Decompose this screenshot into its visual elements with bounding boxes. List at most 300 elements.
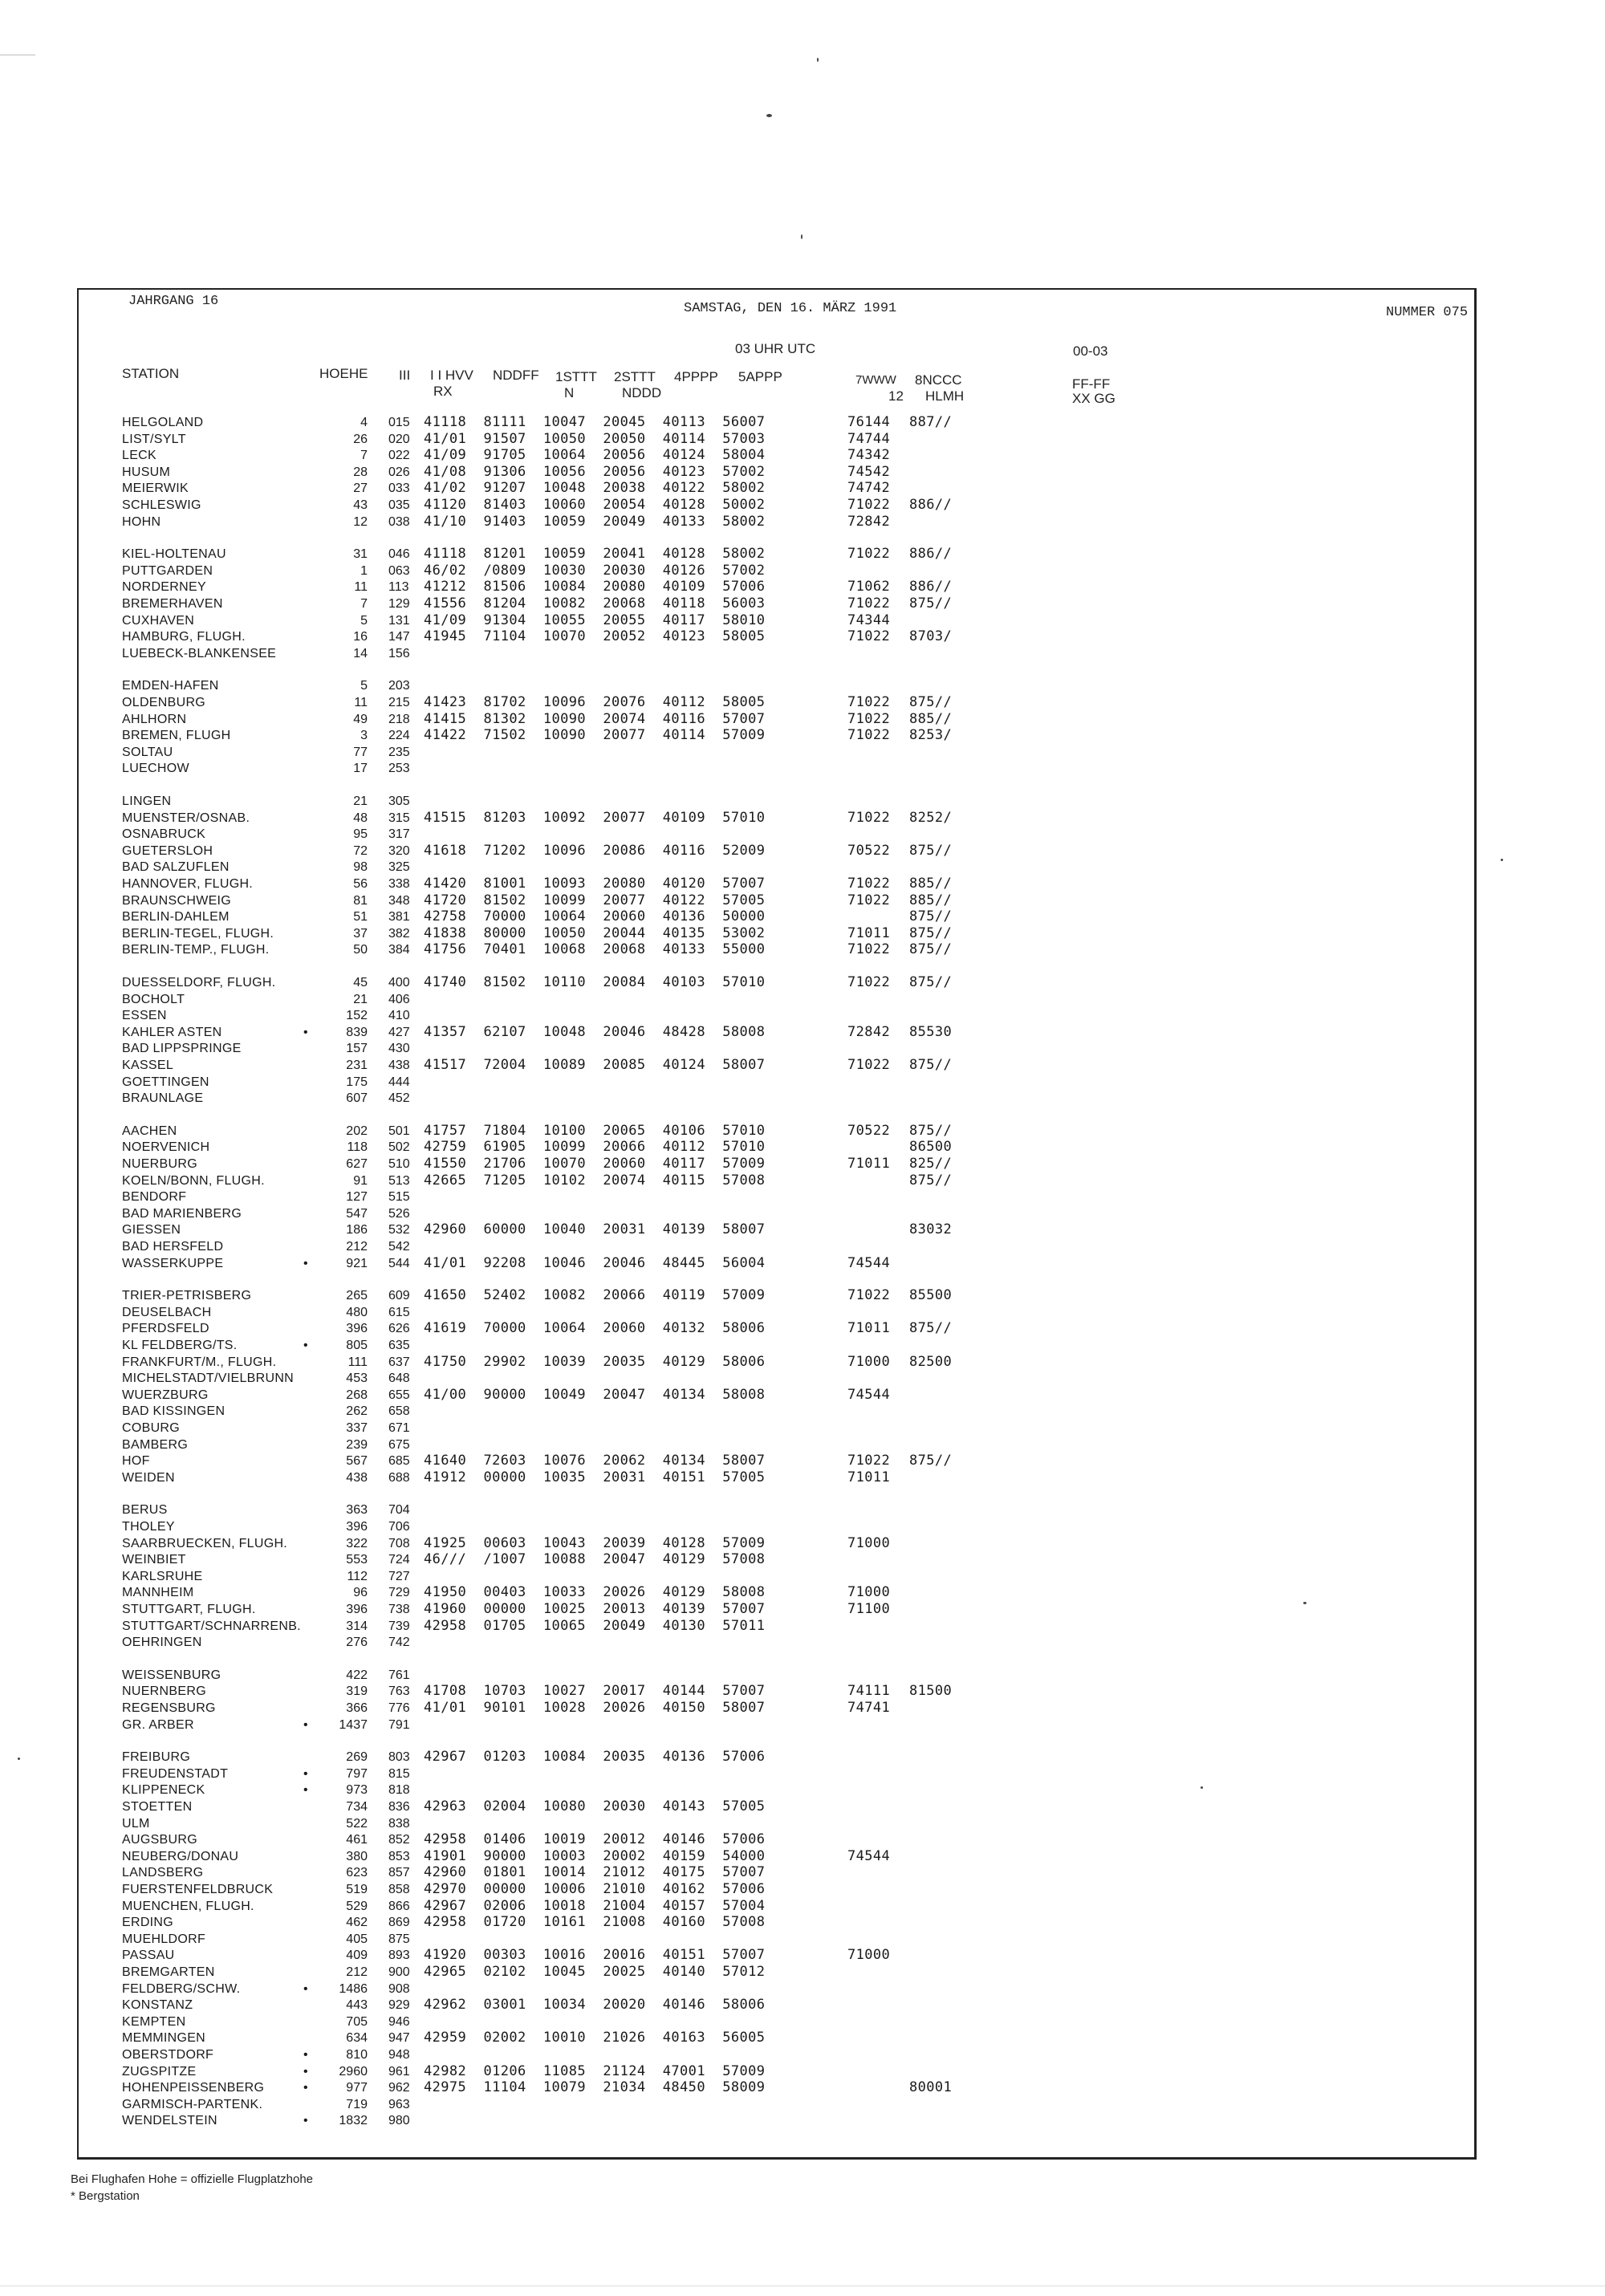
- synop-groups: 41720 81502 10099 20077 40122 57005: [424, 892, 766, 908]
- station-name: SOLTAU: [122, 746, 173, 759]
- col-ff-a: FF-FF: [1072, 376, 1111, 392]
- group-8nccc: 86500: [909, 1139, 953, 1155]
- table-row: [0, 1090, 1605, 1107]
- mountain-marker: •: [303, 1339, 308, 1352]
- station-height: 11: [354, 696, 368, 709]
- group-7wwww: 71000: [847, 1354, 891, 1370]
- group-8nccc: 8252/: [909, 810, 953, 826]
- station-index: 761: [388, 1668, 410, 1682]
- station-height: 634: [346, 2031, 368, 2045]
- group-7wwww: 70522: [847, 1123, 891, 1139]
- station-name: DEUSELBACH: [122, 1306, 212, 1319]
- station-name: BAD SALZUFLEN: [122, 860, 230, 874]
- station-name: BERLIN-DAHLEM: [122, 910, 230, 924]
- station-index: 675: [388, 1438, 410, 1452]
- scan-speck: [766, 114, 772, 117]
- station-name: KIEL-HOLTENAU: [122, 547, 226, 561]
- table-row: [0, 1667, 1605, 1684]
- scan-speck: [801, 234, 802, 239]
- station-height: 805: [346, 1339, 368, 1352]
- station-height: 48: [353, 811, 368, 825]
- scan-speck: [18, 1758, 20, 1760]
- table-row: [0, 810, 1605, 827]
- synop-groups: 41650 52402 10082 20066 40119 57009: [424, 1287, 766, 1303]
- table-row: [0, 876, 1605, 892]
- station-height: 95: [353, 827, 368, 841]
- synop-groups: 41757 71804 10100 20065 40106 57010: [424, 1123, 766, 1139]
- station-index: 658: [388, 1404, 410, 1418]
- table-row: [0, 1024, 1605, 1041]
- station-index: 962: [388, 2081, 410, 2095]
- table-row: [0, 1156, 1605, 1172]
- table-row: [0, 464, 1605, 481]
- group-8nccc: 875//: [909, 941, 953, 957]
- col-g1a: I I HVV: [430, 368, 473, 383]
- table-row: [0, 1848, 1605, 1865]
- group-7wwww: 71022: [847, 1057, 891, 1073]
- group-7wwww: 74741: [847, 1700, 891, 1716]
- station-height: 396: [346, 1520, 368, 1534]
- table-row: [0, 941, 1605, 958]
- table-row: [0, 563, 1605, 579]
- station-height: 422: [346, 1668, 368, 1682]
- table-row: [0, 1601, 1605, 1618]
- group-8nccc: 886//: [909, 546, 953, 562]
- station-index: 406: [388, 993, 410, 1006]
- station-height: 56: [353, 877, 368, 891]
- footnote-airport: Bei Flughafen Hohe = offizielle Flugplatzhohe: [71, 2172, 314, 2186]
- table-row: [0, 1700, 1605, 1717]
- col-g5: 4PPPP: [674, 369, 718, 384]
- group-8nccc: 8253/: [909, 727, 953, 743]
- group-8nccc: 875//: [909, 1453, 953, 1469]
- station-name: BRAUNLAGE: [122, 1091, 204, 1105]
- station-index: 893: [388, 1949, 410, 1962]
- station-height: 363: [346, 1503, 368, 1517]
- station-height: 7: [360, 449, 368, 462]
- station-height: 231: [346, 1059, 368, 1072]
- station-name: HOF: [122, 1454, 150, 1468]
- table-row: [0, 727, 1605, 744]
- table-row: [0, 579, 1605, 595]
- station-height: 127: [346, 1190, 368, 1204]
- station-index: 129: [388, 597, 410, 611]
- group-8nccc: 875//: [909, 595, 953, 612]
- station-height: 734: [346, 1800, 368, 1814]
- group-7wwww: 76144: [847, 414, 891, 430]
- synop-groups: 41550 21706 10070 20060 40117 57009: [424, 1156, 766, 1172]
- station-index: 727: [388, 1570, 410, 1583]
- station-height: 5: [360, 614, 368, 628]
- synop-groups: 42959 02002 10010 21026 40163 56005: [424, 2030, 766, 2046]
- synop-groups: 41750 29902 10039 20035 40129 58006: [424, 1354, 766, 1370]
- station-height: 438: [346, 1471, 368, 1485]
- station-index: 929: [388, 1998, 410, 2012]
- station-index: 513: [388, 1174, 410, 1188]
- station-name: FREIBURG: [122, 1750, 191, 1764]
- synop-groups: 41/10 91403 10059 20049 40133 58002: [424, 514, 766, 530]
- group-7wwww: 71022: [847, 694, 891, 710]
- station-height: 7: [360, 597, 368, 611]
- station-index: 706: [388, 1520, 410, 1534]
- station-name: BERLIN-TEGEL, FLUGH.: [122, 927, 274, 941]
- table-row: [0, 1766, 1605, 1782]
- col-station: STATION: [122, 366, 180, 381]
- station-name: THOLEY: [122, 1520, 175, 1534]
- table-row: [0, 1964, 1605, 1981]
- station-index: 875: [388, 1932, 410, 1946]
- station-name: KL FELDBERG/TS.: [122, 1339, 238, 1352]
- station-height: 72: [353, 844, 368, 858]
- station-index: 852: [388, 1833, 410, 1847]
- group-7wwww: 71011: [847, 1320, 891, 1336]
- station-height: 380: [346, 1850, 368, 1863]
- group-7wwww: 74544: [847, 1387, 891, 1403]
- table-row: [0, 514, 1605, 530]
- station-name: MANNHEIM: [122, 1586, 194, 1599]
- table-row: [0, 1320, 1605, 1337]
- station-index: 763: [388, 1684, 410, 1698]
- station-index: 348: [388, 894, 410, 908]
- table-row: [0, 1387, 1605, 1404]
- group-7wwww: 71022: [847, 941, 891, 957]
- table-row: [0, 694, 1605, 711]
- station-index: 215: [388, 696, 410, 709]
- table-row: [0, 1123, 1605, 1140]
- table-row: [0, 1007, 1605, 1024]
- station-index: 671: [388, 1421, 410, 1435]
- station-name: MUEHLDORF: [122, 1932, 206, 1946]
- table-row: [0, 2014, 1605, 2030]
- table-row: [0, 1997, 1605, 2014]
- synop-groups: 41925 00603 10043 20039 40128 57009: [424, 1535, 766, 1551]
- station-name: BERLIN-TEMP., FLUGH.: [122, 943, 270, 957]
- table-row: [0, 1717, 1605, 1733]
- station-index: 305: [388, 794, 410, 808]
- synop-groups: 41920 00303 10016 20016 40151 57007: [424, 1947, 766, 1963]
- station-name: BAMBERG: [122, 1438, 189, 1452]
- table-row: [0, 1551, 1605, 1568]
- date-label: SAMSTAG, DEN 16. MÄRZ 1991: [684, 301, 897, 316]
- synop-groups: 41912 00000 10035 20031 40151 57005: [424, 1469, 766, 1485]
- station-index: 729: [388, 1586, 410, 1599]
- mountain-marker: •: [303, 1982, 308, 1996]
- station-height: 405: [346, 1932, 368, 1946]
- synop-groups: 41/09 91705 10064 20056 40124 58004: [424, 447, 766, 463]
- station-index: 317: [388, 827, 410, 841]
- station-height: 627: [346, 1157, 368, 1171]
- station-index: 542: [388, 1240, 410, 1254]
- station-index: 224: [388, 729, 410, 742]
- synop-groups: 41118 81201 10059 20041 40128 58002: [424, 546, 766, 562]
- station-height: 453: [346, 1372, 368, 1385]
- station-height: 921: [346, 1257, 368, 1270]
- station-name: SAARBRUECKEN, FLUGH.: [122, 1537, 288, 1550]
- station-index: 015: [388, 416, 410, 429]
- scan-speck: [1303, 1602, 1306, 1604]
- station-name: NUERNBERG: [122, 1684, 206, 1698]
- station-height: 28: [353, 465, 368, 479]
- synop-groups: 42970 00000 10006 21010 40162 57006: [424, 1881, 766, 1897]
- table-row: [0, 1205, 1605, 1222]
- synop-groups: 42758 70000 10064 20060 40136 50000: [424, 908, 766, 924]
- group-8nccc: 8703/: [909, 628, 953, 644]
- table-row: [0, 1749, 1605, 1766]
- group-8nccc: 875//: [909, 1172, 953, 1189]
- station-index: 946: [388, 2015, 410, 2029]
- station-index: 738: [388, 1603, 410, 1616]
- station-name: BREMGARTEN: [122, 1965, 215, 1979]
- mountain-marker: •: [303, 2065, 308, 2079]
- group-8nccc: 875//: [909, 1057, 953, 1073]
- station-index: 501: [388, 1124, 410, 1138]
- time-range: 00-03: [1073, 343, 1108, 359]
- table-row: [0, 991, 1605, 1008]
- station-index: 026: [388, 465, 410, 479]
- table-row: [0, 1255, 1605, 1272]
- station-index: 338: [388, 877, 410, 891]
- station-name: STUTTGART, FLUGH.: [122, 1603, 256, 1616]
- group-7wwww: 71022: [847, 1453, 891, 1469]
- station-name: BAD MARIENBERG: [122, 1207, 242, 1221]
- station-index: 038: [388, 515, 410, 529]
- table-row: [0, 1947, 1605, 1964]
- station-name: OBERSTDORF: [122, 2048, 214, 2062]
- table-row: [0, 1337, 1605, 1354]
- synop-groups: 41118 81111 10047 20045 40113 56007: [424, 414, 766, 430]
- group-8nccc: 886//: [909, 497, 953, 513]
- station-height: 607: [346, 1091, 368, 1105]
- station-height: 461: [346, 1833, 368, 1847]
- group-8nccc: 875//: [909, 1320, 953, 1336]
- station-name: BENDORF: [122, 1190, 187, 1204]
- station-height: 186: [346, 1223, 368, 1237]
- col-g1b: RX: [433, 384, 453, 399]
- station-index: 704: [388, 1503, 410, 1517]
- station-name: BREMEN, FLUGH: [122, 729, 231, 742]
- table-row: [0, 480, 1605, 497]
- station-name: FELDBERG/SCHW.: [122, 1982, 241, 1996]
- group-8nccc: 825//: [909, 1156, 953, 1172]
- station-height: 396: [346, 1322, 368, 1335]
- station-height: 265: [346, 1289, 368, 1302]
- station-name: ZUGSPITZE: [122, 2065, 197, 2079]
- station-name: NEUBERG/DONAU: [122, 1850, 239, 1863]
- station-name: HAMBURG, FLUGH.: [122, 630, 246, 644]
- group-7wwww: 74544: [847, 1255, 891, 1271]
- table-row: [0, 1502, 1605, 1518]
- mountain-marker: •: [303, 1718, 308, 1732]
- table-row: [0, 1453, 1605, 1469]
- group-7wwww: 74342: [847, 447, 891, 463]
- group-8nccc: 885//: [909, 892, 953, 908]
- station-name: NUERBURG: [122, 1157, 197, 1171]
- table-row: [0, 1568, 1605, 1585]
- station-name: AUGSBURG: [122, 1833, 197, 1847]
- station-index: 325: [388, 860, 410, 874]
- station-name: KOELN/BONN, FLUGH.: [122, 1174, 265, 1188]
- station-index: 452: [388, 1091, 410, 1105]
- station-height: 212: [346, 1240, 368, 1254]
- station-height: 14: [353, 647, 368, 660]
- station-name: OSNABRUCK: [122, 827, 206, 841]
- station-index: 655: [388, 1388, 410, 1402]
- station-height: 547: [346, 1207, 368, 1221]
- station-index: 544: [388, 1257, 410, 1270]
- group-7wwww: 71022: [847, 711, 891, 727]
- station-index: 708: [388, 1537, 410, 1550]
- station-name: MUENCHEN, FLUGH.: [122, 1900, 254, 1913]
- group-8nccc: 875//: [909, 1123, 953, 1139]
- station-height: 11: [354, 580, 368, 594]
- station-index: 615: [388, 1306, 410, 1319]
- station-index: 510: [388, 1157, 410, 1171]
- station-index: 253: [388, 762, 410, 775]
- table-row: [0, 2096, 1605, 2113]
- station-index: 526: [388, 1207, 410, 1221]
- station-name: WENDELSTEIN: [122, 2114, 217, 2127]
- synop-groups: 41423 81702 10096 20076 40112 58005: [424, 694, 766, 710]
- scan-speck: [817, 58, 819, 62]
- synop-groups: 41415 81302 10090 20074 40116 57007: [424, 711, 766, 727]
- table-row: [0, 1172, 1605, 1189]
- station-name: OLDENBURG: [122, 696, 206, 709]
- station-index: 046: [388, 547, 410, 561]
- synop-groups: 41/01 91507 10050 20050 40114 57003: [424, 431, 766, 447]
- station-name: FUERSTENFELDBRUCK: [122, 1883, 274, 1896]
- station-name: OEHRINGEN: [122, 1636, 202, 1649]
- table-row: [0, 2079, 1605, 2096]
- station-height: 977: [346, 2081, 368, 2095]
- group-7wwww: 71011: [847, 925, 891, 941]
- station-index: 384: [388, 943, 410, 957]
- col-g2: NDDFF: [493, 368, 539, 383]
- station-height: 705: [346, 2015, 368, 2029]
- station-name: CUXHAVEN: [122, 614, 195, 628]
- station-index: 742: [388, 1636, 410, 1649]
- station-name: STOETTEN: [122, 1800, 193, 1814]
- scan-speck: [1201, 1786, 1203, 1789]
- station-index: 815: [388, 1767, 410, 1781]
- synop-groups: 41708 10703 10027 20017 40144 57007: [424, 1683, 766, 1699]
- synop-groups: 41420 81001 10093 20080 40120 57007: [424, 876, 766, 892]
- synop-groups: 42967 01203 10084 20035 40136 57006: [424, 1749, 766, 1765]
- station-height: 96: [353, 1586, 368, 1599]
- mountain-marker: •: [303, 1026, 308, 1039]
- station-name: HOHENPEISSENBERG: [122, 2081, 265, 2095]
- col-g7a: 7WWW: [855, 373, 896, 387]
- station-height: 396: [346, 1603, 368, 1616]
- station-height: 719: [346, 2098, 368, 2111]
- station-height: 567: [346, 1454, 368, 1468]
- station-height: 43: [353, 498, 368, 512]
- station-index: 156: [388, 647, 410, 660]
- table-row: [0, 1469, 1605, 1486]
- synop-groups: 41/08 91306 10056 20056 40123 57002: [424, 464, 766, 480]
- station-index: 963: [388, 2098, 410, 2111]
- col-iii: III: [399, 368, 411, 383]
- synop-groups: 42960 60000 10040 20031 40139 58007: [424, 1221, 766, 1237]
- station-index: 203: [388, 679, 410, 693]
- station-name: EMDEN-HAFEN: [122, 679, 219, 693]
- table-row: [0, 497, 1605, 514]
- station-height: 314: [346, 1619, 368, 1633]
- col-g4b: NDDD: [622, 385, 662, 400]
- station-name: LECK: [122, 449, 156, 462]
- station-height: 262: [346, 1404, 368, 1418]
- group-7wwww: 71022: [847, 628, 891, 644]
- station-index: 791: [388, 1718, 410, 1732]
- station-index: 803: [388, 1750, 410, 1764]
- table-row: [0, 1815, 1605, 1832]
- station-name: KLIPPENECK: [122, 1783, 205, 1797]
- table-row: [0, 645, 1605, 662]
- mountain-marker: •: [303, 1767, 308, 1781]
- station-index: 739: [388, 1619, 410, 1633]
- station-height: 17: [353, 762, 368, 775]
- group-8nccc: 885//: [909, 876, 953, 892]
- group-7wwww: 72842: [847, 514, 891, 530]
- station-index: 430: [388, 1042, 410, 1055]
- station-name: TRIER-PETRISBERG: [122, 1289, 252, 1302]
- table-row: [0, 1831, 1605, 1848]
- station-name: KEMPTEN: [122, 2015, 186, 2029]
- synop-groups: 46/// /1007 10088 20047 40129 57008: [424, 1551, 766, 1567]
- station-name: MUENSTER/OSNAB.: [122, 811, 250, 825]
- group-8nccc: 85530: [909, 1024, 953, 1040]
- station-height: 337: [346, 1421, 368, 1435]
- group-8nccc: 85500: [909, 1287, 953, 1303]
- group-8nccc: 875//: [909, 908, 953, 924]
- group-7wwww: 71022: [847, 974, 891, 990]
- station-index: 836: [388, 1800, 410, 1814]
- table-row: [0, 1304, 1605, 1321]
- station-height: 21: [353, 794, 368, 808]
- table-row: [0, 793, 1605, 810]
- station-height: 623: [346, 1866, 368, 1879]
- mountain-marker: •: [303, 2048, 308, 2062]
- station-name: KONSTANZ: [122, 1998, 193, 2012]
- synop-groups: 41740 81502 10110 20084 40103 57010: [424, 974, 766, 990]
- table-row: [0, 1931, 1605, 1948]
- table-row: [0, 1057, 1605, 1074]
- station-name: HANNOVER, FLUGH.: [122, 877, 254, 891]
- issue-number: NUMMER 075: [1386, 305, 1469, 320]
- station-index: 947: [388, 2031, 410, 2045]
- station-index: 400: [388, 976, 410, 990]
- table-row: [0, 1518, 1605, 1535]
- synop-groups: 41618 71202 10096 20086 40116 52009: [424, 843, 766, 859]
- station-height: 1437: [339, 1718, 368, 1732]
- station-index: 853: [388, 1850, 410, 1863]
- group-7wwww: 74344: [847, 612, 891, 628]
- group-7wwww: 71022: [847, 892, 891, 908]
- table-row: [0, 1189, 1605, 1205]
- station-name: BAD LIPPSPRINGE: [122, 1042, 242, 1055]
- station-name: GOETTINGEN: [122, 1075, 209, 1089]
- station-name: SCHLESWIG: [122, 498, 201, 512]
- station-height: 21: [353, 993, 368, 1006]
- station-height: 26: [353, 433, 368, 446]
- station-name: LIST/SYLT: [122, 433, 186, 446]
- table-row: [0, 677, 1605, 694]
- station-index: 381: [388, 910, 410, 924]
- group-7wwww: 72842: [847, 1024, 891, 1040]
- station-name: MEMMINGEN: [122, 2031, 206, 2045]
- table-row: [0, 1898, 1605, 1915]
- station-height: 45: [353, 976, 368, 990]
- group-7wwww: 70522: [847, 843, 891, 859]
